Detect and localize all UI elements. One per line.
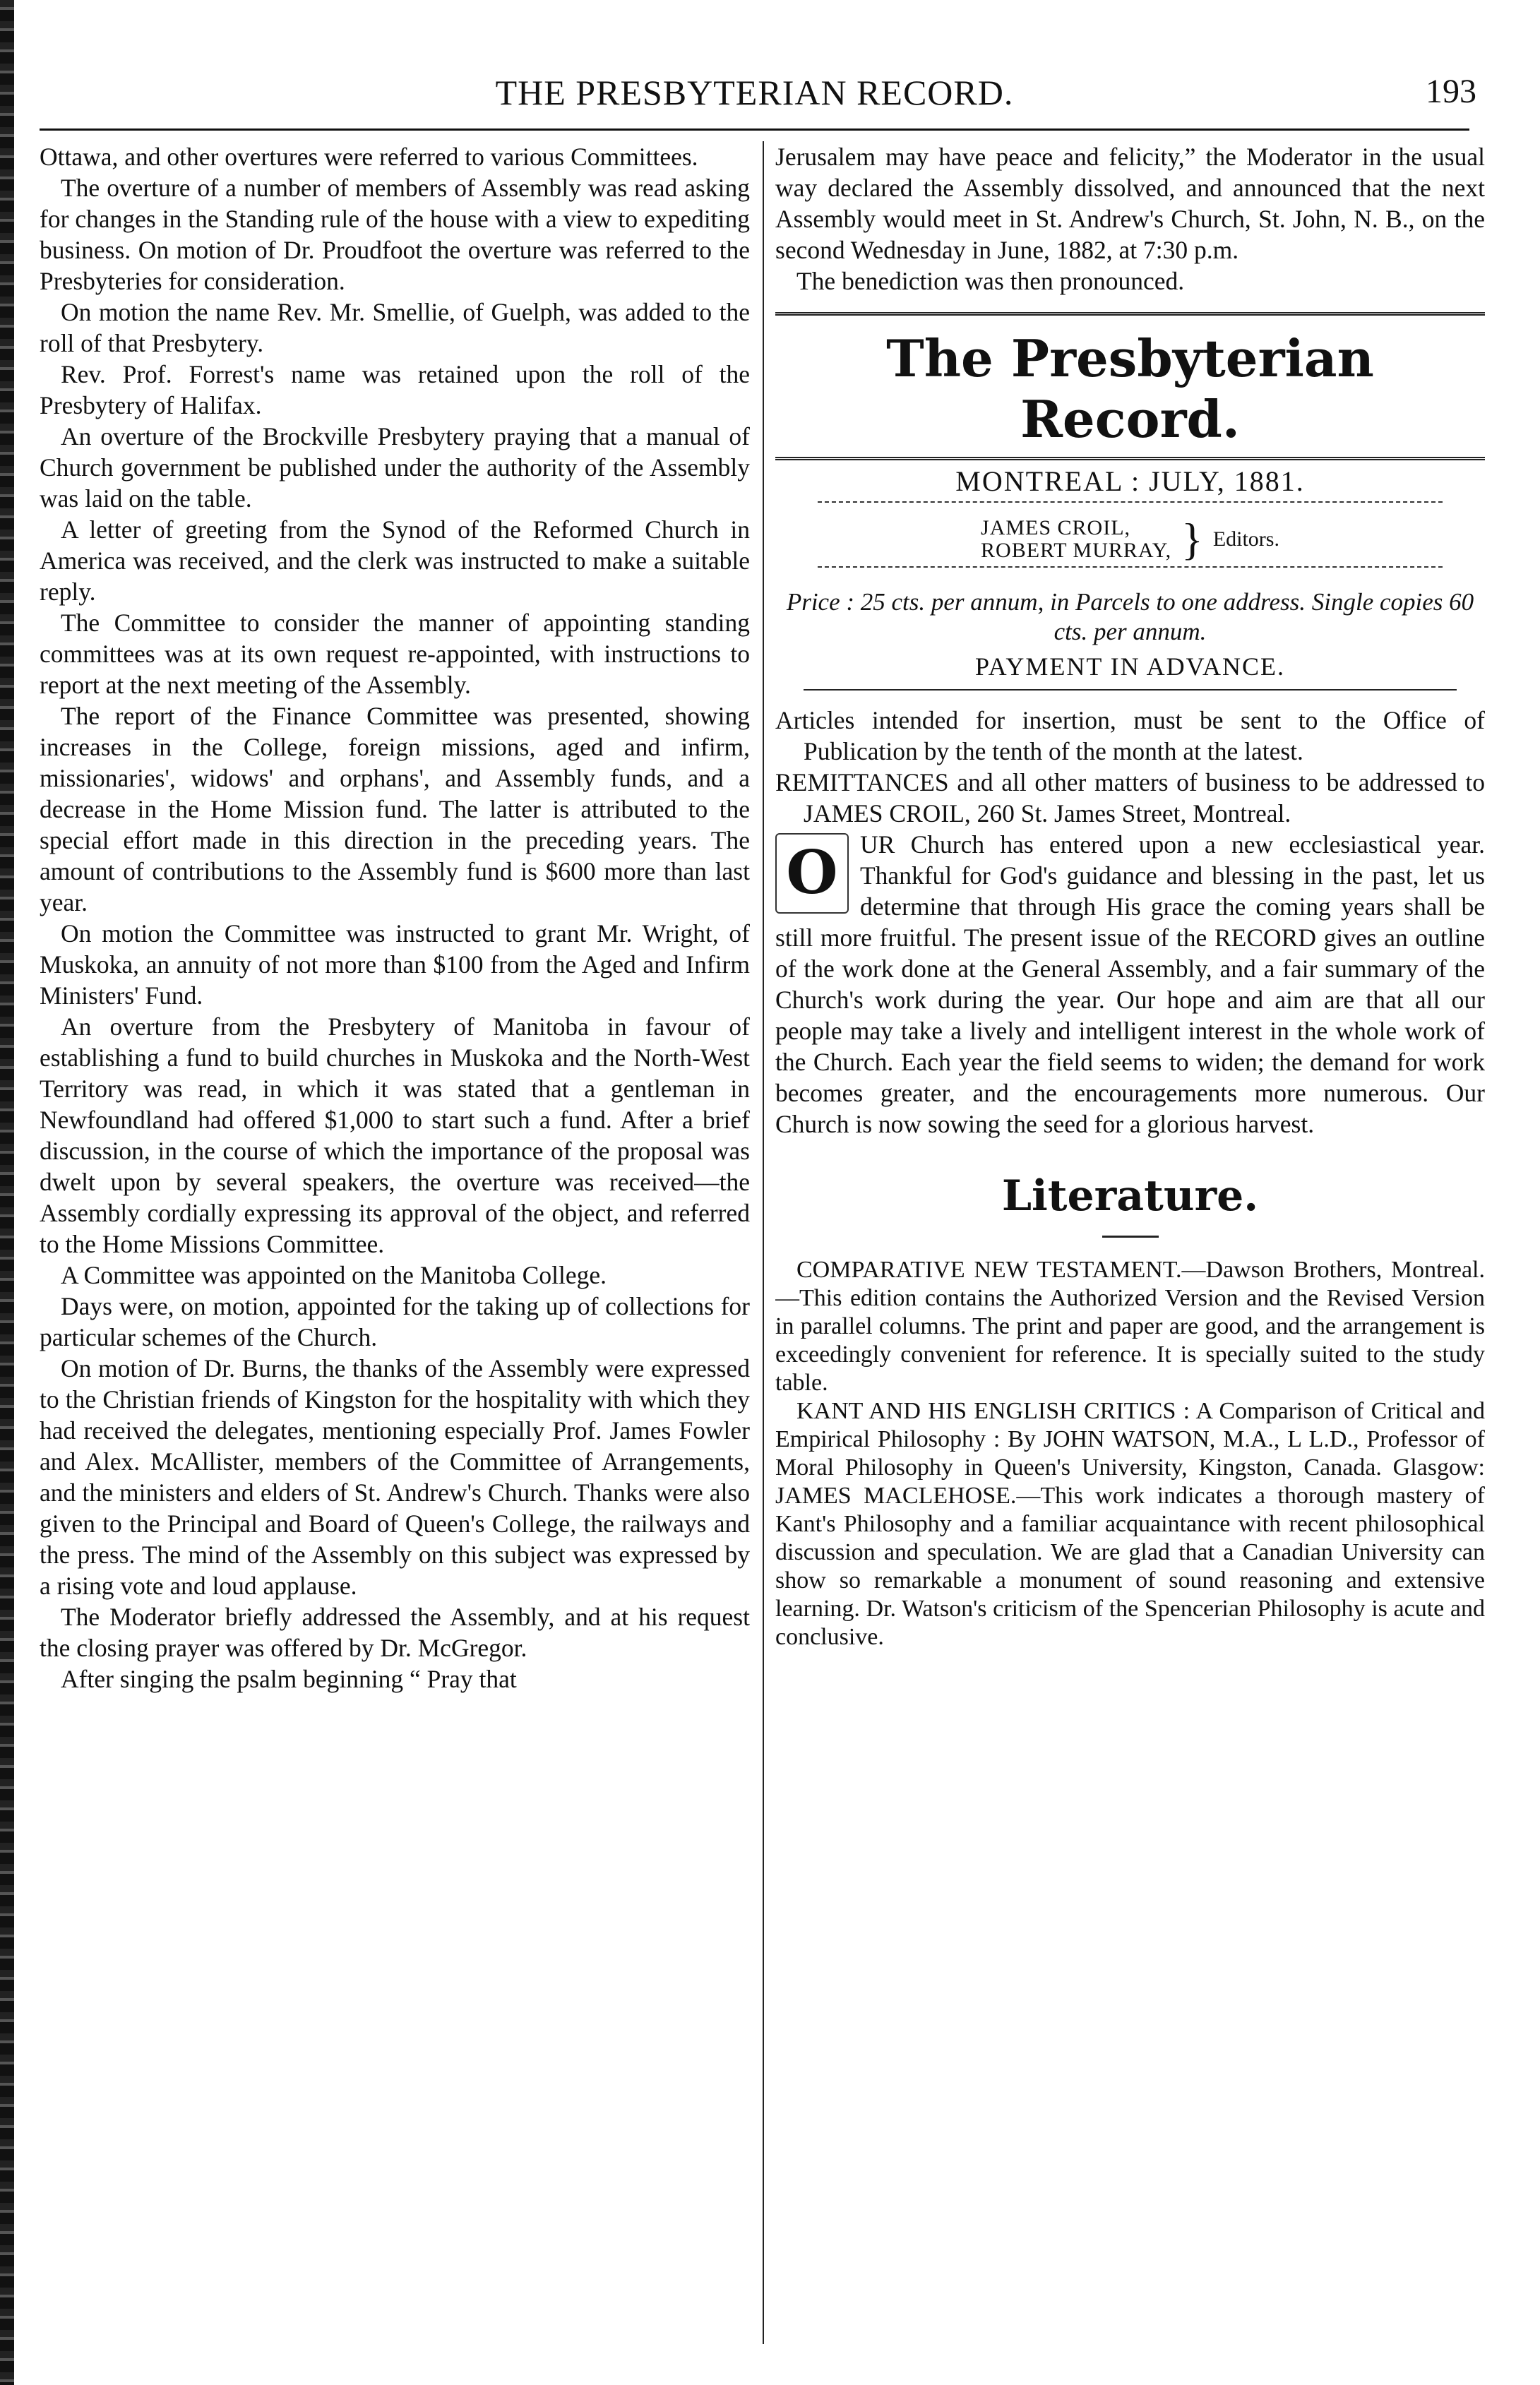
paragraph: Jerusalem may have peace and felicity,” the Moderator in the usual way declared the Assembly dissolved, and announced that the next Assembly would meet in St. Andrew's Church, St. John, N. B., on the second Wednesday in June, 1882, at 7:30 p.m.	[775, 143, 1485, 264]
editorial-text: UR Church has entered upon a new ecclesiastical year. Thankful for God's guidance and blessing in the past, let us determine that through His grace the coming years shall be still more fruitful. The present issue of the RECORD gives an outline of the work done at the General Assembly, and a fair summary of the Church's work during the year. Our hope and aim are that all our people may take a lively and intelligent interest in the whole work of the Church. Each year the field seems to widen; the demand for work becomes greater, and the encouragements more numerous. Our Church is now sowing the seed for a glorious harvest.	[775, 830, 1485, 1138]
editor-name: JAMES CROIL,	[981, 516, 1131, 539]
masthead: The Presbyterian Record.	[775, 312, 1485, 460]
page-number: 193	[1426, 73, 1476, 110]
paragraph: On motion of Dr. Burns, the thanks of the Assembly were expressed to the Christian friends of Kingston for the hospitality with which they had received the delegates, mentioning especially Prof. James Fowler and Alex. McAllister, members of the Committee of Arrangements, and the ministers and elders of St. Andrew's Church. Thanks were also given to the Principal and Board of Queen's College, the railways and the press. The mind of the Assembly on this subject was expressed by a rising vote and loud applause.	[40, 1354, 750, 1600]
editor-name: ROBERT MURRAY,	[981, 539, 1172, 562]
remittances-notice: REMITTANCES and all other matters of business to be addressed to JAMES CROIL, 260 St. James Street, Montreal.	[775, 768, 1485, 827]
paragraph: The report of the Finance Committee was presented, showing increases in the College, foreign missions, aged and infirm, missionaries', widows' and orphans', and Assembly funds, and a decrease in the Home Mission fund. The latter is attributed to the special effort made in this direction in the preceding years. The amount of contributions to the Assembly fund is $600 more than last year.	[40, 702, 750, 916]
paragraph: Ottawa, and other overtures were referred to various Committees.	[40, 143, 698, 171]
review-entry: KANT AND HIS ENGLISH CRITICS : A Comparison of Critical and Empirical Philosophy : By JOHN WATSON, M.A., L L.D., Professor of Moral Philosophy in Queen's University, Kingston, Canada. Glasgow: JAMES MACLEHOSE.—This work indicates a thorough mastery of Kant's Philosophy and a familiar acquaintance with recent philosophical discussion and speculation. We are glad that a Canadian University can show so remarkable a monument of sound reasoning and extensive learning. Dr. Watson's criticism of the Spencerian Philosophy is acute and conclusive.	[775, 1398, 1485, 1650]
right-column	[775, 141, 1485, 2351]
divider	[804, 689, 1457, 691]
publication-title: THE PRESBYTERIAN RECORD.	[495, 73, 1014, 112]
brace-icon: }	[1181, 514, 1203, 564]
paragraph: An overture of the Brockville Presbytery praying that a manual of Church government be published under the authority of the Assembly was laid on the table.	[40, 422, 750, 513]
paragraph: On motion the Committee was instructed to grant Mr. Wright, of Muskoka, an annuity of not more than $100 from the Aged and Infirm Ministers' Fund.	[40, 919, 750, 1010]
editorial-paragraph	[775, 829, 1485, 1140]
articles-notice: Articles intended for insertion, must be sent to the Office of Publication by the tenth of the month at the latest.	[775, 706, 1485, 765]
benediction-line: The benediction was then pronounced.	[796, 267, 1185, 295]
dateline: MONTREAL : JULY, 1881.	[955, 465, 1305, 497]
left-column	[40, 141, 750, 2351]
paragraph: The Committee to consider the manner of appointing standing committees was at its own request re-appointed, with instructions to report at the next meeting of the Assembly.	[40, 609, 750, 699]
divider	[1102, 1236, 1159, 1238]
price-line: Price : 25 cts. per annum, in Parcels to one address. Single copies 60 cts. per annum.	[786, 588, 1474, 645]
paragraph: After singing the psalm beginning “ Pray that	[61, 1665, 517, 1693]
paragraph: The Moderator briefly addressed the Assembly, and at his request the closing prayer was offered by Dr. McGregor.	[40, 1603, 750, 1662]
review-entry: COMPARATIVE NEW TESTAMENT.—Dawson Brothers, Montreal.—This edition contains the Authorized Version and the Revised Version in parallel columns. The print and paper are good, and the arrangement is exceedingly convenient for reference. It is specially suited to the study table.	[775, 1257, 1485, 1396]
running-header	[40, 72, 1476, 131]
paragraph: On motion the name Rev. Mr. Smellie, of Guelph, was added to the roll of that Presbytery.	[40, 298, 750, 357]
paragraph: Rev. Prof. Forrest's name was retained upon the roll of the Presbytery of Halifax.	[40, 360, 750, 419]
paragraph: An overture from the Presbytery of Manitoba in favour of establishing a fund to build churches in Muskoka and the North-West Territory was read, in which it was stated that a gentleman in Newfoundland had offered $1,000 to start such a fund. After a brief discussion, in the course of which the importance of the proposal was dwelt upon by several speakers, the overture was received—the Assembly cordially expressing its approval of the object, and referred to the Home Missions Committee.	[40, 1012, 750, 1258]
payment-line: PAYMENT IN ADVANCE.	[974, 652, 1286, 681]
paragraph: A letter of greeting from the Synod of the Reformed Church in America was received, and the clerk was instructed to make a suitable reply.	[40, 515, 750, 606]
column-divider	[763, 141, 764, 2344]
paragraph: The overture of a number of members of Assembly was read asking for changes in the Standing rule of the house with a view to expediting business. On motion of Dr. Proudfoot the overture was referred to the Presbyteries for consideration.	[40, 174, 750, 295]
editors-label: Editors.	[1212, 527, 1279, 551]
editor-names	[981, 517, 1171, 562]
literature-heading: Literature.	[1001, 1171, 1259, 1221]
paragraph: A Committee was appointed on the Manitoba College.	[61, 1261, 607, 1289]
paragraph: Days were, on motion, appointed for the taking up of collections for particular schemes of the Church.	[40, 1292, 750, 1351]
wavy-rule	[818, 501, 1443, 513]
page-binding-edge	[0, 0, 14, 2385]
wavy-rule	[818, 566, 1443, 578]
editors-block	[775, 514, 1485, 564]
ornamental-dropcap: O	[775, 833, 849, 914]
